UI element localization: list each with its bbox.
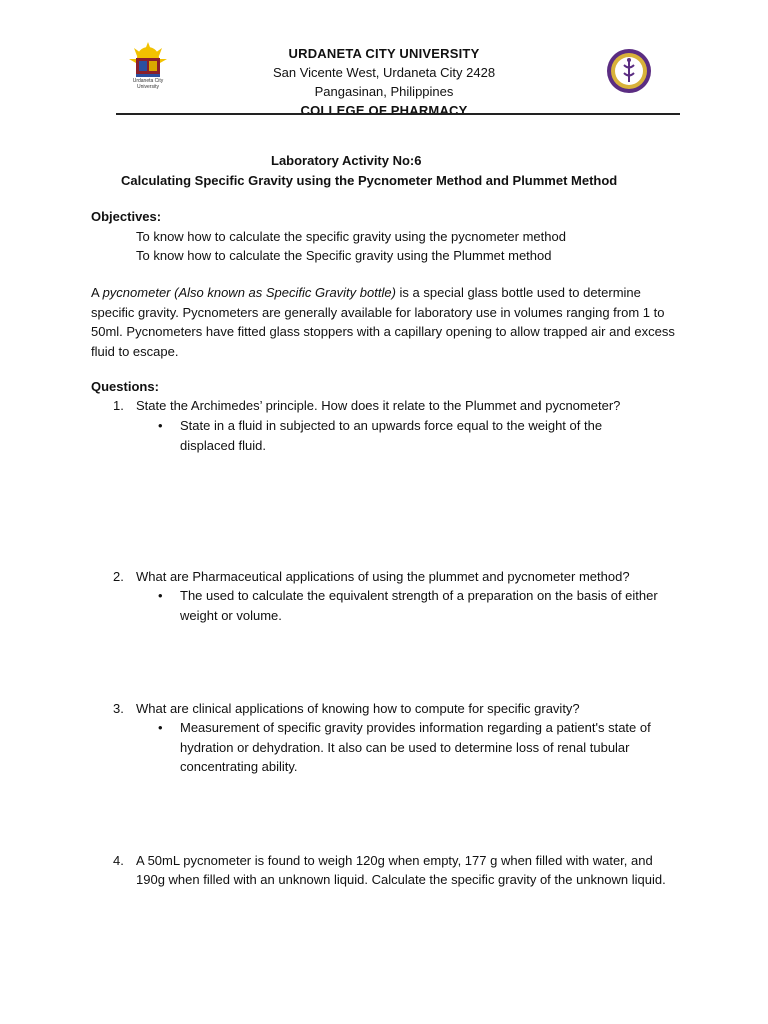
questions-label: Questions: [91, 379, 159, 394]
document-header [0, 44, 768, 120]
address-line-2: Pangasinan, Philippines [314, 84, 454, 99]
activity-subtitle: Calculating Specific Gravity using the Pycnometer Method and Plummet Method [121, 173, 618, 188]
objectives-label: Objectives: [91, 209, 162, 224]
intro-body: is a special glass bottle used to determine specific gravity. Pycnometers are generally available for laboratory use in volumes ranging from 1 to 50ml. Pycnometers have fitted glass stoppers with a capillary opening to allow trapped air and excess fluid to escape. [91, 285, 675, 359]
intro-prefix: A [91, 285, 103, 300]
objective-item: To know how to calculate the specific gravity using the pycnometer method [136, 229, 566, 244]
bullet-icon: • [158, 588, 163, 603]
question-text: A 50mL pycnometer is found to weigh 120g when empty, 177 g when filled with water, and 190g when filled with an unknown liquid. Calculate the specific gravity of the unknown liquid. [136, 853, 666, 887]
question-text: What are clinical applications of knowing how to compute for specific gravity? [136, 701, 580, 716]
answer-text: State in a fluid in subjected to an upwards force equal to the weight of the displaced fluid. [180, 418, 603, 453]
bullet-icon: • [158, 418, 163, 433]
question-number: 1. [113, 398, 124, 413]
college-name: COLLEGE OF PHARMACY [300, 103, 468, 118]
question-text: State the Archimedes’ principle. How does it relate to the Plummet and pycnometer? [136, 398, 621, 413]
intro-term: pycnometer (Also known as Specific Gravity bottle) [102, 285, 396, 300]
question-number: 3. [113, 701, 124, 716]
question-number: 2. [113, 569, 124, 584]
answer-text: The used to calculate the equivalent strength of a preparation on the basis of either weight or volume. [180, 588, 658, 623]
header-divider [116, 113, 680, 115]
question-number: 4. [113, 853, 124, 868]
intro-paragraph [91, 283, 681, 361]
bullet-icon: • [158, 720, 163, 735]
objective-item: To know how to calculate the Specific gravity using the Plummet method [136, 248, 552, 263]
question-text: What are Pharmaceutical applications of using the plummet and pycnometer method? [136, 569, 630, 584]
logo-caption: Urdaneta City University [132, 78, 164, 90]
answer-text: Measurement of specific gravity provides information regarding a patient's state of hydration or dehydration. It also can be used to determine loss of renal tubular concentrating ability. [180, 720, 651, 774]
university-name: URDANETA CITY UNIVERSITY [288, 46, 480, 61]
activity-title: Laboratory Activity No:6 [271, 153, 422, 168]
address-line-1: San Vicente West, Urdaneta City 2428 [272, 65, 496, 80]
